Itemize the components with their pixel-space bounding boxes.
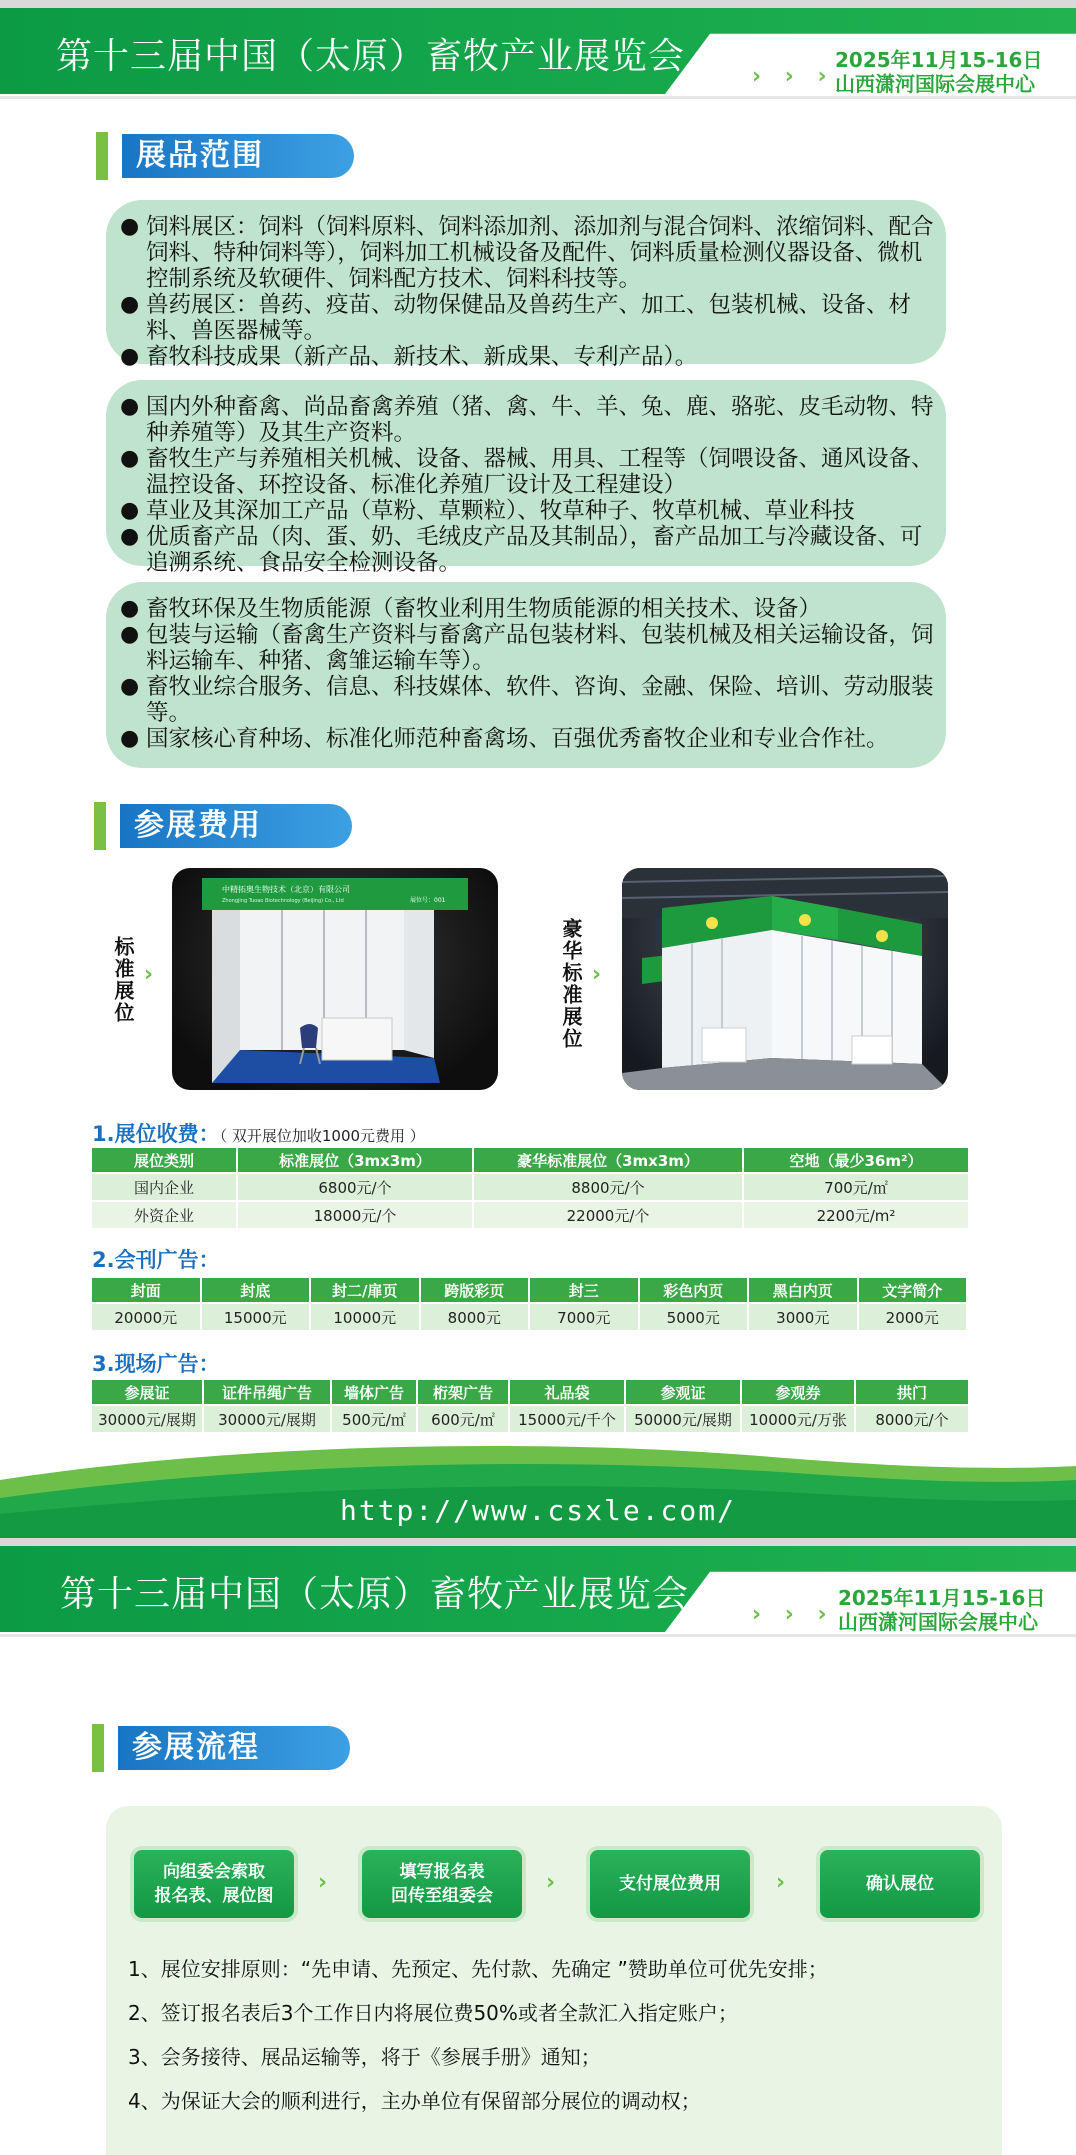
journal-ads-table — [90, 1276, 968, 1332]
exhibition-info — [835, 48, 1042, 96]
step-text: 支付展位费用 — [619, 1874, 721, 1894]
scope-item — [120, 292, 936, 344]
exhibition-date: 2025年11月15-16日 — [835, 48, 1043, 72]
onsite-ads-title: 3.现场广告： — [92, 1352, 220, 1376]
bullet-icon: ● — [120, 446, 140, 471]
table-header-cell: 文字简介 — [858, 1277, 968, 1303]
booth-fee-note: （ 双开展位加收1000元费用 ） — [219, 1127, 425, 1145]
booth-sign-no: 展位号：001 — [410, 897, 446, 904]
scope-item-text: 畜牧业综合服务、信息、科技媒体、软件、咨询、金融、保险、培训、劳动服装等。 — [146, 674, 934, 726]
top-gray-line — [0, 0, 1076, 8]
section-title-bar — [96, 132, 108, 180]
table-cell: 8800元/个 — [473, 1173, 743, 1201]
header-banner — [0, 0, 1076, 100]
scope-item — [120, 446, 936, 498]
step-text: 确认展位 — [866, 1874, 934, 1894]
table-cell: 22000元/个 — [473, 1201, 743, 1229]
step-confirm-booth — [820, 1850, 980, 1918]
standard-booth-image — [172, 868, 498, 1090]
table-header-cell: 参展证 — [91, 1379, 203, 1405]
exhibition-title: 第十三届中国（太原）畜牧产业展览会 — [60, 1574, 690, 1615]
table-header-cell: 豪华标准展位（3mx3m） — [473, 1147, 743, 1173]
exhibition-title: 第十三届中国（太原）畜牧产业展览会 — [56, 36, 686, 77]
table-cell: 15000元/千个 — [509, 1405, 625, 1433]
website-url[interactable]: http://www.csxle.com/ — [339, 1494, 736, 1527]
table-row — [91, 1173, 969, 1201]
table-cell: 外资企业 — [91, 1201, 237, 1229]
scope-item — [120, 344, 936, 370]
scope-item-text: 国家核心育种场、标准化师范种畜禽场、百强优秀畜牧企业和专业合作社。 — [146, 726, 889, 752]
table-cell: 2000元 — [858, 1303, 968, 1331]
booth-sign-sub: Zhongjing Tuoao Biotechnology (Beijing) Co., Ltd — [222, 898, 344, 904]
step-text: 填写报名表 — [399, 1862, 485, 1882]
step-text: 报名表、展位图 — [154, 1886, 274, 1906]
arrow-icon: › — [592, 962, 602, 987]
standard-booth-illustration — [172, 868, 498, 1090]
arrow-icon: › — [546, 1870, 556, 1895]
bullet-icon: ● — [120, 622, 140, 647]
bullet-icon: ● — [120, 214, 140, 239]
header-divider — [0, 1634, 1076, 1637]
bullet-icon: ● — [120, 674, 140, 699]
bullet-icon: ● — [120, 498, 140, 523]
rule-2: 2、签订报名表后3个工作日内将展位费50%或者全款汇入指定账户； — [128, 2001, 738, 2025]
scope-item-text: 兽药展区：兽药、疫苗、动物保健品及兽药生产、加工、包装机械、设备、材料、兽医器械等。 — [146, 292, 912, 344]
table-header-cell: 展位类别 — [91, 1147, 237, 1173]
table-cell: 30000元/展期 — [91, 1405, 203, 1433]
scope-item-text: 畜牧生产与养殖相关机械、设备、器械、用具、工程等（饲喂设备、通风设备、温控设备、环控设备、标准化养殖厂设计及工程建设） — [146, 446, 934, 498]
bullet-icon: ● — [120, 394, 140, 419]
section-title-label: 展品范围 — [122, 134, 354, 178]
scope-box-1 — [106, 200, 946, 370]
header-banner-2 — [0, 1538, 1076, 1638]
table-cell: 10000元 — [310, 1303, 420, 1331]
exhibition-info — [838, 1586, 1045, 1634]
scope-box-2 — [106, 380, 946, 576]
luxury-booth-label — [556, 918, 586, 1055]
table-cell: 3000元 — [748, 1303, 858, 1331]
table-cell: 7000元 — [529, 1303, 639, 1331]
table-cell: 50000元/展期 — [625, 1405, 741, 1433]
scope-item-text: 畜牧环保及生物质能源（畜牧业利用生物质能源的相关技术、设备） — [146, 596, 822, 622]
bullet-icon: ● — [120, 726, 140, 751]
journal-ads-title: 2.会刊广告： — [92, 1248, 220, 1272]
table-header-cell: 彩色内页 — [639, 1277, 749, 1303]
table-header-cell: 拱门 — [855, 1379, 969, 1405]
bullet-icon: ● — [120, 292, 140, 317]
bullet-icon: ● — [120, 344, 140, 369]
table-cell: 8000元 — [420, 1303, 530, 1331]
table-cell: 2200元/m² — [743, 1201, 969, 1229]
step-request-forms — [134, 1850, 294, 1918]
table-header-cell: 封三 — [529, 1277, 639, 1303]
exhibition-venue: 山西潇河国际会展中心 — [838, 1610, 1038, 1634]
scope-item-text: 饲料展区：饲料（饲料原料、饲料添加剂、添加剂与混合饲料、浓缩饲料、配合饲料、特种饲料等），饲料加工机械设备及配件、饲料质量检测仪器设备、微机控制系统及软硬件、饲料配方技术、饲料科技等。 — [146, 214, 934, 292]
section-title-label: 参展费用 — [120, 804, 352, 848]
table-header-cell: 参观券 — [741, 1379, 855, 1405]
header-divider — [0, 96, 1076, 99]
rule-1: 1、展位安排原则：“先申请、先预定、先付款、先确定 ”赞助单位可优先安排； — [128, 1957, 828, 1981]
bullet-icon: ● — [120, 596, 140, 621]
scope-item-text: 包装与运输（畜禽生产资料与畜禽产品包装材料、包装机械及相关运输设备，饲料运输车、种猪、禽雏运输车等）。 — [146, 622, 934, 674]
table-header-cell: 参观证 — [625, 1379, 741, 1405]
scope-item — [120, 596, 936, 622]
table-header-cell: 跨版彩页 — [420, 1277, 530, 1303]
luxury-booth-illustration — [622, 868, 948, 1090]
standard-booth-label — [108, 936, 138, 1029]
step-text: 向组委会索取 — [163, 1862, 265, 1882]
exhibition-date: 2025年11月15-16日 — [838, 1586, 1046, 1610]
table-header-cell: 封二/扉页 — [310, 1277, 420, 1303]
scope-item-text: 草业及其深加工产品（草粉、草颗粒）、牧草种子、牧草机械、草业科技 — [146, 498, 855, 524]
table-row — [91, 1201, 969, 1229]
table-header-cell: 封面 — [91, 1277, 201, 1303]
scope-item — [120, 498, 936, 524]
table-cell: 5000元 — [639, 1303, 749, 1331]
table-cell: 30000元/展期 — [203, 1405, 331, 1433]
step-text: 回传至组委会 — [391, 1886, 493, 1906]
table-cell: 15000元 — [201, 1303, 311, 1331]
booth-label-text: 标准展位 — [111, 936, 135, 1024]
arrow-icon: › — [144, 962, 154, 987]
rule-3: 3、会务接待、展品运输等，将于《参展手册》通知； — [128, 2045, 601, 2069]
scope-item — [120, 524, 936, 576]
section-title-bar — [94, 802, 106, 850]
table-header-cell: 封底 — [201, 1277, 311, 1303]
table-cell: 18000元/个 — [237, 1201, 473, 1229]
arrow-icon: › › › — [752, 64, 835, 89]
table-cell: 600元/㎡ — [417, 1405, 509, 1433]
scope-box-3 — [106, 582, 946, 768]
bullet-icon: ● — [120, 524, 140, 549]
table-header-cell: 证件吊绳广告 — [203, 1379, 331, 1405]
booth-fee-table — [90, 1146, 970, 1230]
table-cell: 国内企业 — [91, 1173, 237, 1201]
table-header-cell: 桁架广告 — [417, 1379, 509, 1405]
top-gray-line — [0, 1538, 1076, 1546]
scope-item-text: 优质畜产品（肉、蛋、奶、毛绒皮产品及其制品），畜产品加工与冷藏设备、可追溯系统、食品安全检测设备。 — [146, 524, 923, 576]
table-cell: 20000元 — [91, 1303, 201, 1331]
step-submit-form — [362, 1850, 522, 1918]
rule-4: 4、为保证大会的顺利进行，主办单位有保留部分展位的调动权； — [128, 2089, 701, 2113]
table-header-cell: 空地（最少36m²） — [743, 1147, 969, 1173]
luxury-booth-image — [622, 868, 948, 1090]
scope-item — [120, 214, 936, 292]
booth-sign-text: 中精拓奥生物技术（北京）有限公司 — [222, 885, 350, 894]
arrow-icon: › — [318, 1870, 328, 1895]
scope-item-text: 国内外种畜禽、尚品畜禽养殖（猪、禽、牛、羊、兔、鹿、骆驼、皮毛动物、特种养殖等）及其生产资料。 — [146, 394, 934, 446]
arrow-icon: › — [776, 1870, 786, 1895]
table-header-cell: 标准展位（3mx3m） — [237, 1147, 473, 1173]
exhibition-venue: 山西潇河国际会展中心 — [835, 72, 1035, 96]
scope-item-text: 畜牧科技成果（新产品、新技术、新成果、专利产品）。 — [146, 344, 698, 370]
section-title-bar — [92, 1724, 104, 1772]
booth-label-text: 豪华标准展位 — [559, 918, 583, 1050]
table-cell: 10000元/万张 — [741, 1405, 855, 1433]
arrow-icon: › › › — [752, 1602, 835, 1627]
scope-item — [120, 674, 936, 726]
scope-item — [120, 726, 936, 752]
scope-item — [120, 622, 936, 674]
section-title-label: 参展流程 — [118, 1726, 350, 1770]
table-header-cell: 墙体广告 — [331, 1379, 417, 1405]
table-cell: 8000元/个 — [855, 1405, 969, 1433]
table-cell: 6800元/个 — [237, 1173, 473, 1201]
table-cell: 500元/㎡ — [331, 1405, 417, 1433]
table-header-cell: 黑白内页 — [748, 1277, 858, 1303]
table-header-cell: 礼品袋 — [509, 1379, 625, 1405]
booth-fee-title-text: 1.展位收费： — [92, 1122, 220, 1146]
onsite-ads-table — [90, 1378, 970, 1434]
step-pay-fee — [590, 1850, 750, 1918]
booth-fee-title — [92, 1118, 425, 1148]
scope-item — [120, 394, 936, 446]
table-cell: 700元/㎡ — [743, 1173, 969, 1201]
